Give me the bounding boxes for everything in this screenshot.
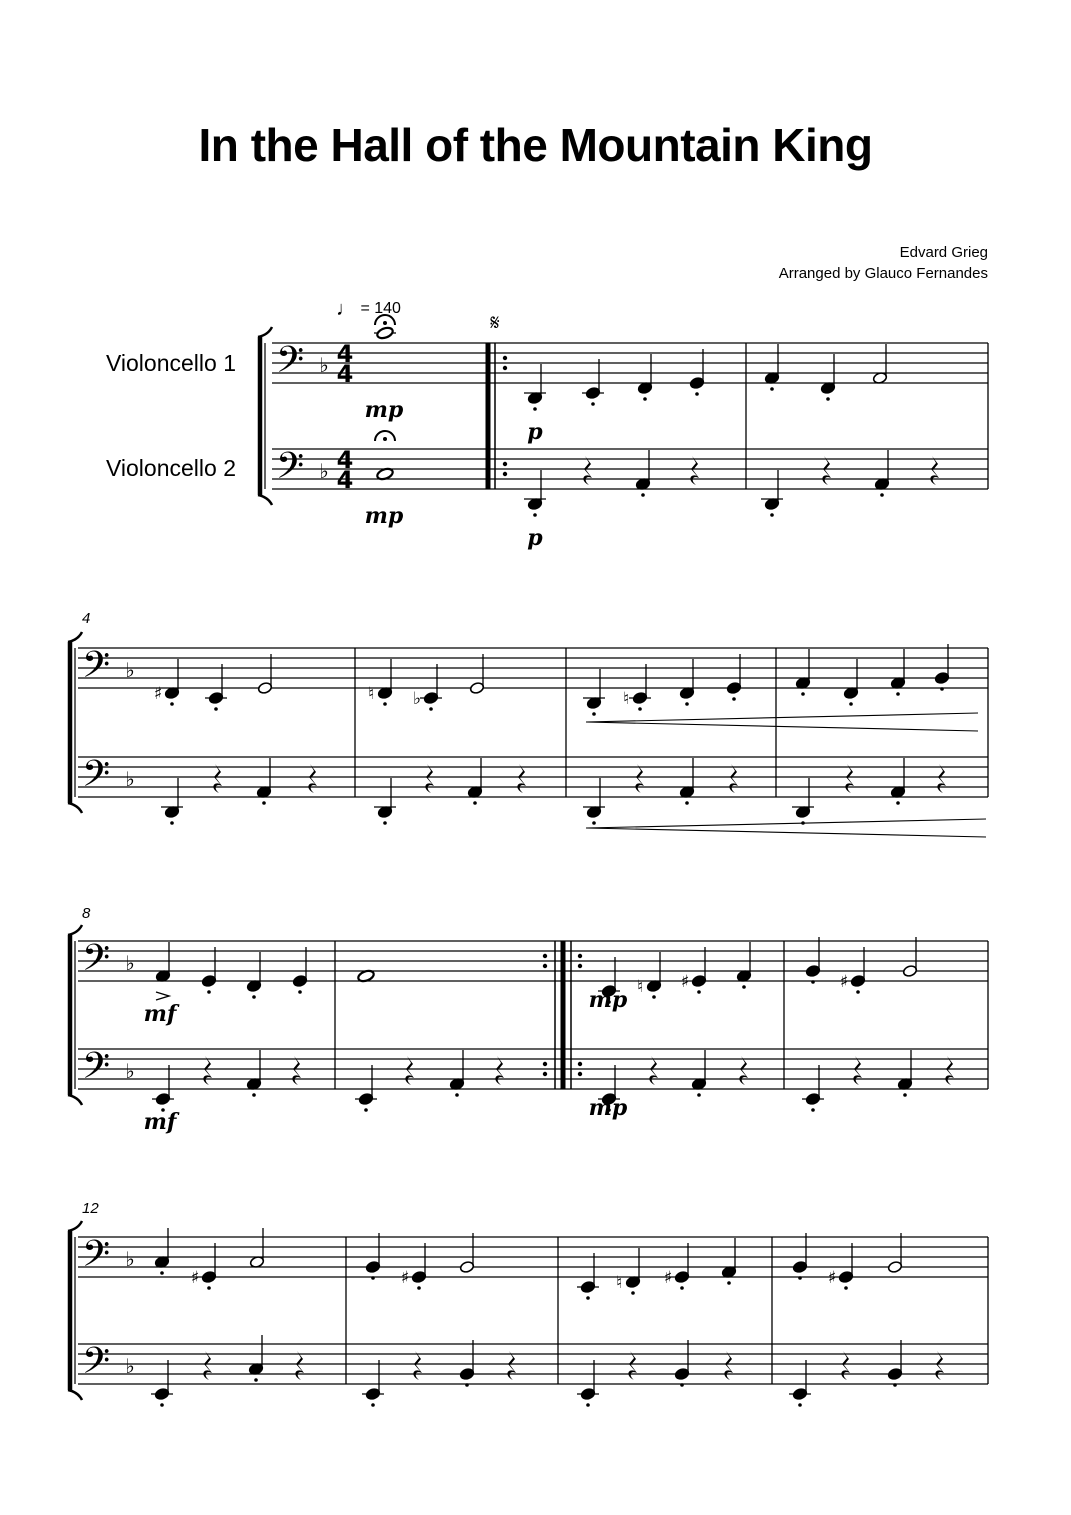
- composer-credit: Edvard Grieg: [899, 244, 988, 261]
- staccato-dot: [383, 702, 387, 706]
- accidental: ♯: [827, 1268, 837, 1288]
- quarter-rest: [729, 764, 738, 793]
- bracket-hook: [258, 495, 272, 505]
- quarter-rest: [935, 1351, 944, 1380]
- quarter-rest: [413, 1351, 422, 1380]
- dynamic-marking: p: [527, 419, 543, 445]
- staccato-dot: [856, 990, 860, 994]
- staccato-dot: [697, 1093, 701, 1097]
- quarter-rest: [203, 1351, 212, 1380]
- arranger-credit: Arranged by Glauco Fernandes: [778, 265, 988, 282]
- repeat-dot: [503, 366, 507, 370]
- bass-clef: 𝄢: [81, 753, 111, 804]
- staccato-dot: [685, 801, 689, 805]
- repeat-dot: [578, 954, 582, 958]
- quarter-rest: [845, 764, 854, 793]
- staccato-dot: [586, 1296, 590, 1300]
- dynamic-marking: p: [527, 525, 543, 551]
- staccato-dot: [371, 1276, 375, 1280]
- staccato-dot: [631, 1291, 635, 1295]
- staccato-dot: [903, 1093, 907, 1097]
- quarter-rest: [628, 1351, 637, 1380]
- accidental: ♯: [400, 1268, 410, 1288]
- staccato-dot: [940, 687, 944, 691]
- quarter-rest: [517, 764, 526, 793]
- accidental: ♮: [367, 684, 375, 704]
- staccato-dot: [465, 1383, 469, 1387]
- fermata-dot: [383, 437, 387, 441]
- dynamic-marking: mp: [588, 987, 628, 1013]
- bracket-hook: [68, 1221, 82, 1231]
- staccato-dot: [592, 821, 596, 825]
- staccato-dot: [207, 1286, 211, 1290]
- quarter-rest: [724, 1351, 733, 1380]
- staccato-dot: [298, 990, 302, 994]
- accidental: ♯: [839, 972, 849, 992]
- time-signature-bottom: 4: [336, 360, 354, 388]
- staccato-dot: [383, 821, 387, 825]
- staccato-dot: [533, 513, 537, 517]
- bass-clef: 𝄢: [81, 644, 111, 695]
- bass-clef: 𝄢: [81, 1045, 111, 1096]
- staccato-dot: [455, 1093, 459, 1097]
- crescendo-line: [586, 828, 986, 837]
- staccato-dot: [643, 397, 647, 401]
- staccato-dot: [770, 387, 774, 391]
- time-signature-top: 4: [336, 446, 354, 474]
- note-head: [376, 326, 394, 340]
- repeat-dot: [543, 1072, 547, 1076]
- segno-sign: 𝄋: [490, 311, 500, 336]
- staccato-dot: [732, 697, 736, 701]
- quarter-rest: [937, 764, 946, 793]
- repeat-dot: [543, 1062, 547, 1066]
- quarter-rest: [822, 456, 831, 485]
- staccato-dot: [695, 392, 699, 396]
- staccato-dot: [170, 821, 174, 825]
- quarter-rest: [635, 764, 644, 793]
- staccato-dot: [586, 1403, 590, 1407]
- bass-clef: 𝄢: [275, 445, 305, 496]
- bass-clef: 𝄢: [81, 1233, 111, 1284]
- bass-clef: 𝄢: [275, 339, 305, 390]
- repeat-dot: [503, 462, 507, 466]
- time-signature-bottom: 4: [336, 466, 354, 494]
- staccato-dot: [252, 995, 256, 999]
- staccato-dot: [160, 1271, 164, 1275]
- time-signature-top: 4: [336, 340, 354, 368]
- repeat-dot: [503, 472, 507, 476]
- key-signature-flat: ♭: [125, 1354, 135, 1378]
- accent-mark: [156, 992, 169, 1000]
- quarter-rest: [295, 1351, 304, 1380]
- dynamic-marking: mf: [143, 1109, 177, 1135]
- quarter-rest: [945, 1056, 954, 1085]
- accidental: ♮: [615, 1273, 623, 1293]
- instrument-label-cello-1: Violoncello 1: [105, 350, 236, 376]
- bracket-hook: [258, 327, 272, 337]
- staccato-dot: [680, 1286, 684, 1290]
- staccato-dot: [798, 1276, 802, 1280]
- staccato-dot: [697, 990, 701, 994]
- crescendo-line: [586, 722, 978, 731]
- staccato-dot: [254, 1378, 258, 1382]
- staccato-dot: [770, 513, 774, 517]
- bracket-hook: [68, 632, 82, 642]
- repeat-dot: [503, 356, 507, 360]
- quarter-rest: [292, 1056, 301, 1085]
- staccato-dot: [798, 1403, 802, 1407]
- quarter-rest: [739, 1056, 748, 1085]
- repeat-dot: [543, 964, 547, 968]
- quarter-rest: [495, 1056, 504, 1085]
- bass-clef: 𝄢: [81, 1340, 111, 1391]
- key-signature-flat: ♭: [319, 459, 329, 483]
- quarter-rest: [213, 764, 222, 793]
- dynamic-marking: mp: [364, 397, 404, 423]
- quarter-rest: [649, 1056, 658, 1085]
- bass-clef: 𝄢: [81, 937, 111, 988]
- staccato-dot: [849, 702, 853, 706]
- staccato-dot: [592, 712, 596, 716]
- key-signature-flat: ♭: [125, 658, 135, 682]
- staccato-dot: [638, 707, 642, 711]
- repeat-dot: [578, 1072, 582, 1076]
- quarter-rest: [841, 1351, 850, 1380]
- staccato-dot: [364, 1108, 368, 1112]
- staccato-dot: [844, 1286, 848, 1290]
- quarter-rest: [853, 1056, 862, 1085]
- staccato-dot: [896, 692, 900, 696]
- fermata-dot: [383, 321, 387, 325]
- page-title: In the Hall of the Mountain King: [198, 119, 873, 171]
- tempo-value: = 140: [360, 300, 401, 317]
- measure-number: 12: [82, 1200, 99, 1217]
- accidental: ♮: [636, 977, 644, 997]
- quarter-rest: [308, 764, 317, 793]
- key-signature-flat: ♭: [125, 767, 135, 791]
- staccato-dot: [685, 702, 689, 706]
- quarter-note-icon: ♩: [336, 298, 356, 320]
- staccato-dot: [170, 702, 174, 706]
- staccato-dot: [880, 493, 884, 497]
- staccato-dot: [417, 1286, 421, 1290]
- key-signature-flat: ♭: [125, 1059, 135, 1083]
- key-signature-flat: ♭: [125, 951, 135, 975]
- staccato-dot: [371, 1403, 375, 1407]
- quarter-rest: [583, 456, 592, 485]
- staccato-dot: [826, 397, 830, 401]
- bracket-hook: [68, 803, 82, 813]
- staccato-dot: [811, 980, 815, 984]
- bracket-hook: [68, 1095, 82, 1105]
- staccato-dot: [207, 990, 211, 994]
- staccato-dot: [811, 1108, 815, 1112]
- staccato-dot: [652, 995, 656, 999]
- staccato-dot: [727, 1281, 731, 1285]
- accidental: ♮: [622, 689, 630, 709]
- quarter-rest: [930, 456, 939, 485]
- dynamic-marking: mp: [364, 503, 404, 529]
- measure-number: 8: [82, 905, 91, 922]
- dynamic-marking: mf: [143, 1001, 177, 1027]
- instrument-label-cello-2: Violoncello 2: [105, 455, 236, 481]
- dynamic-marking: mp: [588, 1095, 628, 1121]
- crescendo-line: [586, 819, 986, 828]
- repeat-dot: [578, 964, 582, 968]
- crescendo-line: [586, 713, 978, 722]
- quarter-rest: [507, 1351, 516, 1380]
- repeat-dot: [543, 954, 547, 958]
- staccato-dot: [214, 707, 218, 711]
- quarter-rest: [405, 1056, 414, 1085]
- repeat-dot: [578, 1062, 582, 1066]
- accidental: ♯: [153, 684, 163, 704]
- staccato-dot: [473, 801, 477, 805]
- key-signature-flat: ♭: [125, 1247, 135, 1271]
- staccato-dot: [896, 801, 900, 805]
- accidental: ♯: [190, 1268, 200, 1288]
- staccato-dot: [429, 707, 433, 711]
- staccato-dot: [801, 692, 805, 696]
- staccato-dot: [533, 407, 537, 411]
- accidental: ♭: [412, 689, 422, 709]
- quarter-rest: [425, 764, 434, 793]
- bracket-hook: [68, 925, 82, 935]
- staccato-dot: [262, 801, 266, 805]
- staccato-dot: [680, 1383, 684, 1387]
- accidental: ♯: [680, 972, 690, 992]
- key-signature-flat: ♭: [319, 353, 329, 377]
- staccato-dot: [591, 402, 595, 406]
- staccato-dot: [893, 1383, 897, 1387]
- staccato-dot: [641, 493, 645, 497]
- staccato-dot: [252, 1093, 256, 1097]
- quarter-rest: [203, 1056, 212, 1085]
- staccato-dot: [742, 985, 746, 989]
- staccato-dot: [160, 1403, 164, 1407]
- accidental: ♯: [663, 1268, 673, 1288]
- measure-number: 4: [82, 610, 91, 627]
- quarter-rest: [690, 456, 699, 485]
- bracket-hook: [68, 1390, 82, 1400]
